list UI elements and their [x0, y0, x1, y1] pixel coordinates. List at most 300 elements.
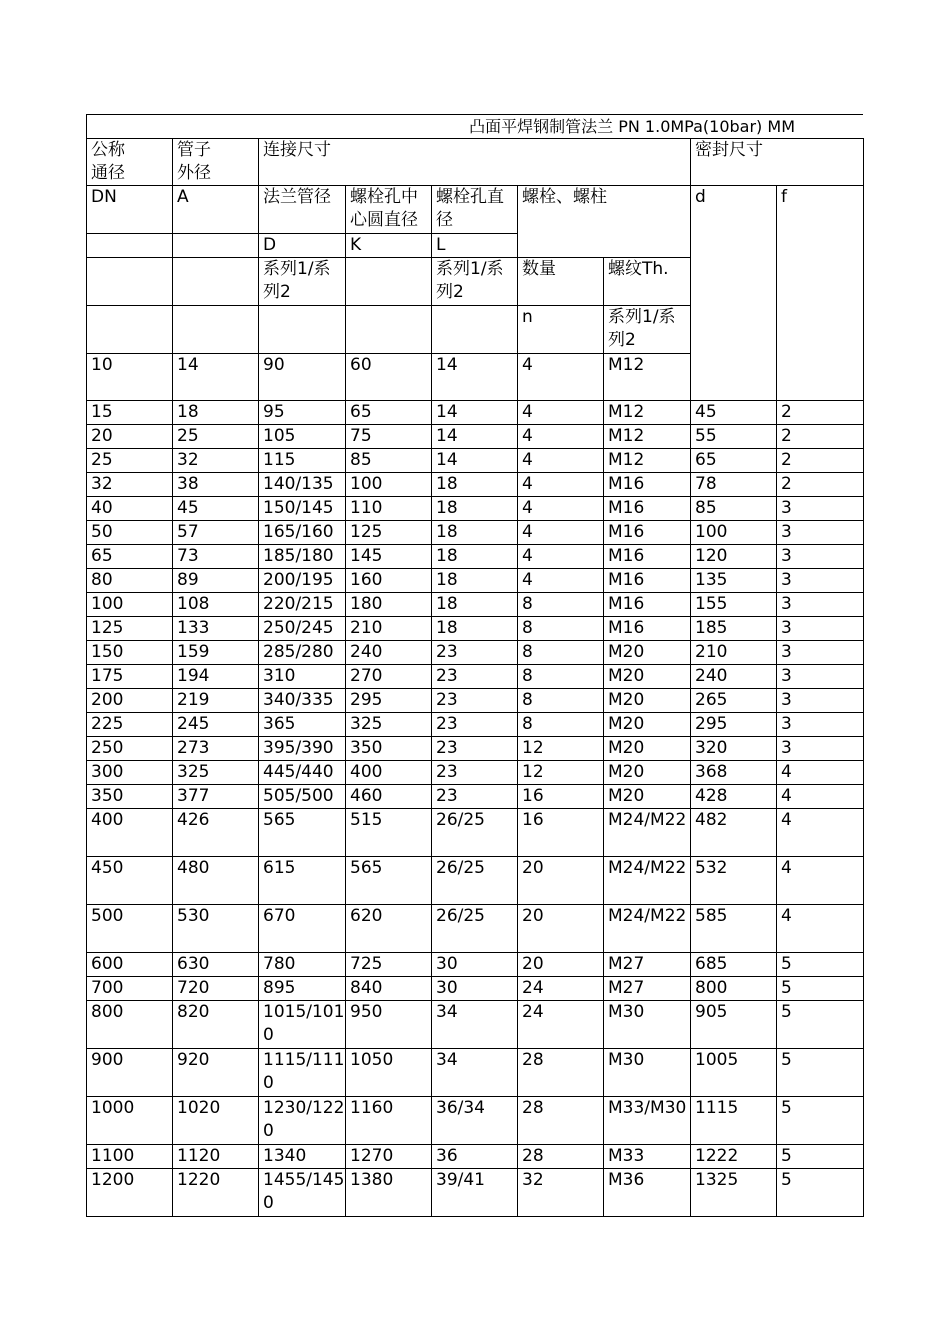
- table-row: [87, 593, 864, 617]
- cell-bolt-circle: 180: [346, 593, 432, 617]
- cell-flange-dia: 1340: [259, 1145, 346, 1169]
- cell-pipe-od: 720: [173, 977, 259, 1001]
- cell-flange-dia: 615: [259, 857, 346, 905]
- cell-dn: 450: [87, 857, 173, 905]
- cell-bolt-hole: 39/41: [432, 1169, 518, 1217]
- cell-flange-dia: 1015/1010: [259, 1001, 346, 1049]
- cell-pipe-od: 426: [173, 809, 259, 857]
- cell-bolt-circle: 65: [346, 401, 432, 425]
- cell-pipe-od: 89: [173, 569, 259, 593]
- cell-seal-d: 265: [691, 689, 777, 713]
- table-row: [87, 761, 864, 785]
- cell-pipe-od: 133: [173, 617, 259, 641]
- table-row: [87, 1145, 864, 1169]
- cell-seal-d: 905: [691, 1001, 777, 1049]
- cell-seal-d: 585: [691, 905, 777, 953]
- cell-bolt-circle: 295: [346, 689, 432, 713]
- header-pipe: 管子: [173, 139, 259, 163]
- cell-pipe-od: 273: [173, 737, 259, 761]
- cell-bolt-circle: 160: [346, 569, 432, 593]
- cell-seal-f: 5: [777, 1001, 864, 1049]
- cell-dn: 800: [87, 1001, 173, 1049]
- cell-dn: 600: [87, 953, 173, 977]
- cell-seal-d: 1005: [691, 1049, 777, 1097]
- cell-seal-f: 5: [777, 1049, 864, 1097]
- table-row: [87, 857, 864, 905]
- cell-bolt-hole: 23: [432, 737, 518, 761]
- cell-bolt-hole: 23: [432, 785, 518, 809]
- cell-seal-d: 482: [691, 809, 777, 857]
- header-L: L: [432, 234, 518, 258]
- cell-bolt-qty: 4: [518, 545, 604, 569]
- cell-seal-d: 1222: [691, 1145, 777, 1169]
- cell-dn: 10: [87, 354, 173, 401]
- cell-pipe-od: 820: [173, 1001, 259, 1049]
- cell-bolt-qty: 4: [518, 569, 604, 593]
- header-series-flange: 系列1/系列2: [259, 258, 346, 306]
- cell-bolt-qty: 28: [518, 1097, 604, 1145]
- cell-bolt-circle: 1380: [346, 1169, 432, 1217]
- cell-bolt-circle: 400: [346, 761, 432, 785]
- cell-seal-f: 2: [777, 449, 864, 473]
- header-qty: 数量: [518, 258, 604, 306]
- cell-bolt-circle: 725: [346, 953, 432, 977]
- cell-flange-dia: 445/440: [259, 761, 346, 785]
- cell-dn: 300: [87, 761, 173, 785]
- cell-dn: 1200: [87, 1169, 173, 1217]
- header-f: f: [777, 186, 864, 401]
- cell-bolt-qty: 4: [518, 401, 604, 425]
- cell-pipe-od: 245: [173, 713, 259, 737]
- cell-bolt-hole: 26/25: [432, 905, 518, 953]
- cell-thread: M16: [604, 545, 691, 569]
- cell-dn: 225: [87, 713, 173, 737]
- cell-seal-f: 5: [777, 953, 864, 977]
- cell-seal-d: 532: [691, 857, 777, 905]
- cell-pipe-od: 1220: [173, 1169, 259, 1217]
- cell-bolt-circle: 100: [346, 473, 432, 497]
- cell-dn: 700: [87, 977, 173, 1001]
- cell-bolt-hole: 18: [432, 473, 518, 497]
- cell-pipe-od: 325: [173, 761, 259, 785]
- cell-bolt-circle: 125: [346, 521, 432, 545]
- cell-pipe-od: 630: [173, 953, 259, 977]
- cell-thread: M16: [604, 497, 691, 521]
- cell-thread: M20: [604, 761, 691, 785]
- table-row: [87, 689, 864, 713]
- cell-bolt-hole: 18: [432, 593, 518, 617]
- cell-pipe-od: 219: [173, 689, 259, 713]
- cell-bolt-hole: 26/25: [432, 809, 518, 857]
- cell-thread: M16: [604, 617, 691, 641]
- cell-pipe-od: 18: [173, 401, 259, 425]
- cell-bolt-qty: 16: [518, 785, 604, 809]
- header-empty: [173, 306, 259, 354]
- cell-bolt-qty: 8: [518, 593, 604, 617]
- cell-pipe-od: 57: [173, 521, 259, 545]
- header-empty: [87, 234, 173, 258]
- cell-bolt-circle: 325: [346, 713, 432, 737]
- cell-dn: 350: [87, 785, 173, 809]
- table-row: [87, 401, 864, 425]
- table-row: [87, 809, 864, 857]
- cell-pipe-od: 1020: [173, 1097, 259, 1145]
- cell-bolt-hole: 30: [432, 953, 518, 977]
- cell-bolt-qty: 4: [518, 354, 604, 401]
- cell-dn: 100: [87, 593, 173, 617]
- cell-flange-dia: 285/280: [259, 641, 346, 665]
- header-series-hole: 系列1/系列2: [432, 258, 518, 306]
- cell-seal-d: 320: [691, 737, 777, 761]
- cell-bolt-circle: 1270: [346, 1145, 432, 1169]
- cell-flange-dia: 150/145: [259, 497, 346, 521]
- header-row-1: [87, 139, 864, 163]
- cell-thread: M16: [604, 521, 691, 545]
- cell-dn: 40: [87, 497, 173, 521]
- cell-bolt-qty: 16: [518, 809, 604, 857]
- cell-thread: M33: [604, 1145, 691, 1169]
- cell-bolt-circle: 85: [346, 449, 432, 473]
- header-empty: [259, 306, 346, 354]
- header-a: A: [173, 186, 259, 234]
- cell-bolt-qty: 8: [518, 641, 604, 665]
- cell-seal-d: 78: [691, 473, 777, 497]
- cell-seal-f: 3: [777, 497, 864, 521]
- cell-thread: M12: [604, 401, 691, 425]
- cell-bolt-qty: 20: [518, 953, 604, 977]
- header-row-3: [87, 186, 864, 234]
- cell-bolt-hole: 23: [432, 689, 518, 713]
- cell-thread: M30: [604, 1001, 691, 1049]
- cell-seal-f: 4: [777, 809, 864, 857]
- table-row: [87, 641, 864, 665]
- cell-thread: M24/M22: [604, 809, 691, 857]
- cell-bolt-qty: 12: [518, 737, 604, 761]
- cell-bolt-circle: 60: [346, 354, 432, 401]
- cell-bolt-hole: 18: [432, 497, 518, 521]
- header-D: D: [259, 234, 346, 258]
- cell-bolt-circle: 75: [346, 425, 432, 449]
- cell-dn: 500: [87, 905, 173, 953]
- header-empty: [346, 306, 432, 354]
- cell-bolt-hole: 36: [432, 1145, 518, 1169]
- cell-seal-f: 3: [777, 665, 864, 689]
- cell-flange-dia: 565: [259, 809, 346, 857]
- cell-bolt-circle: 1160: [346, 1097, 432, 1145]
- cell-seal-d: 295: [691, 713, 777, 737]
- cell-bolt-qty: 24: [518, 1001, 604, 1049]
- table-row: [87, 905, 864, 953]
- table-row: [87, 545, 864, 569]
- cell-seal-d: 210: [691, 641, 777, 665]
- cell-flange-dia: 90: [259, 354, 346, 401]
- cell-flange-dia: 670: [259, 905, 346, 953]
- cell-bolt-qty: 4: [518, 425, 604, 449]
- cell-flange-dia: 95: [259, 401, 346, 425]
- table-row: [87, 713, 864, 737]
- header-empty: [173, 234, 259, 258]
- cell-bolt-hole: 23: [432, 713, 518, 737]
- cell-seal-d: 428: [691, 785, 777, 809]
- cell-flange-dia: 310: [259, 665, 346, 689]
- cell-bolt-qty: 8: [518, 665, 604, 689]
- cell-bolt-hole: 34: [432, 1001, 518, 1049]
- cell-thread: M24/M22: [604, 905, 691, 953]
- cell-dn: 65: [87, 545, 173, 569]
- cell-flange-dia: 365: [259, 713, 346, 737]
- cell-bolt-qty: 28: [518, 1145, 604, 1169]
- cell-bolt-qty: 8: [518, 689, 604, 713]
- cell-seal-f: 3: [777, 521, 864, 545]
- cell-thread: M33/M30: [604, 1097, 691, 1145]
- table-row: [87, 449, 864, 473]
- cell-thread: M20: [604, 665, 691, 689]
- header-bolt-hole: 螺栓孔直径: [432, 186, 518, 234]
- cell-thread: M12: [604, 354, 691, 401]
- cell-bolt-hole: 14: [432, 449, 518, 473]
- cell-bolt-qty: 8: [518, 617, 604, 641]
- cell-thread: M24/M22: [604, 857, 691, 905]
- cell-seal-d: 155: [691, 593, 777, 617]
- header-bolts: 螺栓、螺柱: [518, 186, 691, 258]
- cell-flange-dia: 895: [259, 977, 346, 1001]
- cell-seal-f: 5: [777, 1145, 864, 1169]
- cell-flange-dia: 115: [259, 449, 346, 473]
- cell-seal-d: 368: [691, 761, 777, 785]
- cell-seal-f: 4: [777, 905, 864, 953]
- cell-seal-f: 3: [777, 617, 864, 641]
- cell-seal-d: 100: [691, 521, 777, 545]
- cell-pipe-od: 73: [173, 545, 259, 569]
- header-pipe-2: 外径: [173, 162, 259, 186]
- cell-bolt-qty: 4: [518, 473, 604, 497]
- cell-dn: 1100: [87, 1145, 173, 1169]
- table-row: [87, 1169, 864, 1217]
- cell-flange-dia: 395/390: [259, 737, 346, 761]
- cell-flange-dia: 780: [259, 953, 346, 977]
- cell-seal-f: 2: [777, 425, 864, 449]
- cell-bolt-circle: 565: [346, 857, 432, 905]
- cell-bolt-qty: 24: [518, 977, 604, 1001]
- cell-flange-dia: 185/180: [259, 545, 346, 569]
- header-empty: [87, 306, 173, 354]
- table-row: [87, 521, 864, 545]
- cell-thread: M27: [604, 953, 691, 977]
- header-empty: [173, 258, 259, 306]
- cell-bolt-circle: 515: [346, 809, 432, 857]
- cell-seal-d: 800: [691, 977, 777, 1001]
- cell-bolt-circle: 840: [346, 977, 432, 1001]
- cell-bolt-hole: 26/25: [432, 857, 518, 905]
- header-connection: 连接尺寸: [259, 139, 691, 186]
- cell-thread: M16: [604, 473, 691, 497]
- cell-bolt-qty: 4: [518, 449, 604, 473]
- table-row: [87, 977, 864, 1001]
- cell-seal-f: 3: [777, 545, 864, 569]
- cell-seal-d: 1325: [691, 1169, 777, 1217]
- cell-bolt-qty: 4: [518, 521, 604, 545]
- cell-flange-dia: 505/500: [259, 785, 346, 809]
- header-empty: [346, 258, 432, 306]
- cell-dn: 50: [87, 521, 173, 545]
- cell-bolt-circle: 620: [346, 905, 432, 953]
- cell-thread: M12: [604, 449, 691, 473]
- cell-seal-f: 2: [777, 401, 864, 425]
- cell-dn: 400: [87, 809, 173, 857]
- cell-bolt-circle: 210: [346, 617, 432, 641]
- cell-dn: 15: [87, 401, 173, 425]
- table-row: [87, 665, 864, 689]
- cell-pipe-od: 38: [173, 473, 259, 497]
- cell-seal-f: 5: [777, 1097, 864, 1145]
- cell-flange-dia: 165/160: [259, 521, 346, 545]
- cell-dn: 150: [87, 641, 173, 665]
- table-title: 凸面平焊钢制管法兰 PN 1.0MPa(10bar) MM: [86, 114, 863, 138]
- cell-thread: M12: [604, 425, 691, 449]
- cell-seal-d: 1115: [691, 1097, 777, 1145]
- cell-bolt-qty: 28: [518, 1049, 604, 1097]
- cell-bolt-hole: 30: [432, 977, 518, 1001]
- header-n: n: [518, 306, 604, 354]
- cell-dn: 80: [87, 569, 173, 593]
- header-bolt-circle: 螺栓孔中心圆直径: [346, 186, 432, 234]
- cell-bolt-hole: 18: [432, 521, 518, 545]
- cell-bolt-circle: 460: [346, 785, 432, 809]
- cell-bolt-hole: 14: [432, 354, 518, 401]
- table-row: [87, 425, 864, 449]
- cell-dn: 1000: [87, 1097, 173, 1145]
- cell-pipe-od: 45: [173, 497, 259, 521]
- cell-pipe-od: 32: [173, 449, 259, 473]
- cell-bolt-qty: 32: [518, 1169, 604, 1217]
- cell-seal-f: 2: [777, 473, 864, 497]
- cell-thread: M27: [604, 977, 691, 1001]
- cell-bolt-hole: 36/34: [432, 1097, 518, 1145]
- cell-pipe-od: 25: [173, 425, 259, 449]
- table-row: [87, 953, 864, 977]
- cell-pipe-od: 480: [173, 857, 259, 905]
- header-K: K: [346, 234, 432, 258]
- cell-dn: 20: [87, 425, 173, 449]
- cell-bolt-hole: 18: [432, 545, 518, 569]
- cell-seal-f: 4: [777, 785, 864, 809]
- table-row: [87, 569, 864, 593]
- cell-thread: M16: [604, 569, 691, 593]
- cell-pipe-od: 530: [173, 905, 259, 953]
- cell-dn: 900: [87, 1049, 173, 1097]
- cell-flange-dia: 140/135: [259, 473, 346, 497]
- cell-pipe-od: 377: [173, 785, 259, 809]
- cell-pipe-od: 108: [173, 593, 259, 617]
- cell-bolt-qty: 20: [518, 857, 604, 905]
- cell-bolt-qty: 8: [518, 713, 604, 737]
- cell-bolt-hole: 34: [432, 1049, 518, 1097]
- cell-seal-f: 5: [777, 977, 864, 1001]
- table-row: [87, 1049, 864, 1097]
- header-dn: DN: [87, 186, 173, 234]
- cell-flange-dia: 340/335: [259, 689, 346, 713]
- cell-pipe-od: 1120: [173, 1145, 259, 1169]
- table-row: [87, 1001, 864, 1049]
- flange-table: [86, 138, 864, 1217]
- cell-flange-dia: 1455/1450: [259, 1169, 346, 1217]
- cell-seal-d: 240: [691, 665, 777, 689]
- header-flange-dia: 法兰管径: [259, 186, 346, 234]
- cell-seal-d: 55: [691, 425, 777, 449]
- cell-seal-f: 5: [777, 1169, 864, 1217]
- header-empty: [432, 306, 518, 354]
- cell-seal-d: 185: [691, 617, 777, 641]
- cell-thread: M20: [604, 689, 691, 713]
- cell-dn: 125: [87, 617, 173, 641]
- cell-seal-d: 135: [691, 569, 777, 593]
- cell-bolt-circle: 350: [346, 737, 432, 761]
- cell-flange-dia: 1230/1220: [259, 1097, 346, 1145]
- cell-dn: 250: [87, 737, 173, 761]
- table-row: [87, 785, 864, 809]
- table-row: [87, 617, 864, 641]
- cell-bolt-qty: 12: [518, 761, 604, 785]
- cell-pipe-od: 920: [173, 1049, 259, 1097]
- cell-seal-f: 3: [777, 641, 864, 665]
- header-seal: 密封尺寸: [691, 139, 864, 186]
- cell-seal-f: 4: [777, 857, 864, 905]
- flange-spec-sheet: [86, 114, 863, 1217]
- cell-bolt-qty: 20: [518, 905, 604, 953]
- header-nominal: 公称: [87, 139, 173, 163]
- cell-thread: M20: [604, 785, 691, 809]
- cell-thread: M36: [604, 1169, 691, 1217]
- cell-bolt-circle: 270: [346, 665, 432, 689]
- cell-bolt-circle: 950: [346, 1001, 432, 1049]
- cell-thread: M20: [604, 713, 691, 737]
- header-series-thread: 系列1/系列2: [604, 306, 691, 354]
- cell-bolt-hole: 18: [432, 569, 518, 593]
- cell-bolt-hole: 14: [432, 401, 518, 425]
- cell-dn: 175: [87, 665, 173, 689]
- cell-thread: M16: [604, 593, 691, 617]
- cell-flange-dia: 200/195: [259, 569, 346, 593]
- header-empty: [87, 258, 173, 306]
- cell-bolt-hole: 23: [432, 665, 518, 689]
- cell-thread: M20: [604, 737, 691, 761]
- cell-bolt-hole: 14: [432, 425, 518, 449]
- cell-seal-f: 4: [777, 761, 864, 785]
- cell-seal-f: 3: [777, 569, 864, 593]
- cell-dn: 25: [87, 449, 173, 473]
- cell-bolt-circle: 1050: [346, 1049, 432, 1097]
- cell-bolt-circle: 240: [346, 641, 432, 665]
- cell-flange-dia: 250/245: [259, 617, 346, 641]
- cell-bolt-hole: 23: [432, 641, 518, 665]
- cell-flange-dia: 220/215: [259, 593, 346, 617]
- header-d: d: [691, 186, 777, 401]
- cell-bolt-circle: 110: [346, 497, 432, 521]
- cell-bolt-qty: 4: [518, 497, 604, 521]
- cell-seal-d: 120: [691, 545, 777, 569]
- table-row: [87, 473, 864, 497]
- header-nominal-2: 通径: [87, 162, 173, 186]
- cell-seal-f: 3: [777, 689, 864, 713]
- cell-seal-f: 3: [777, 737, 864, 761]
- cell-bolt-hole: 23: [432, 761, 518, 785]
- cell-seal-f: 3: [777, 593, 864, 617]
- cell-bolt-circle: 145: [346, 545, 432, 569]
- table-row: [87, 737, 864, 761]
- cell-seal-d: 85: [691, 497, 777, 521]
- cell-pipe-od: 159: [173, 641, 259, 665]
- cell-dn: 32: [87, 473, 173, 497]
